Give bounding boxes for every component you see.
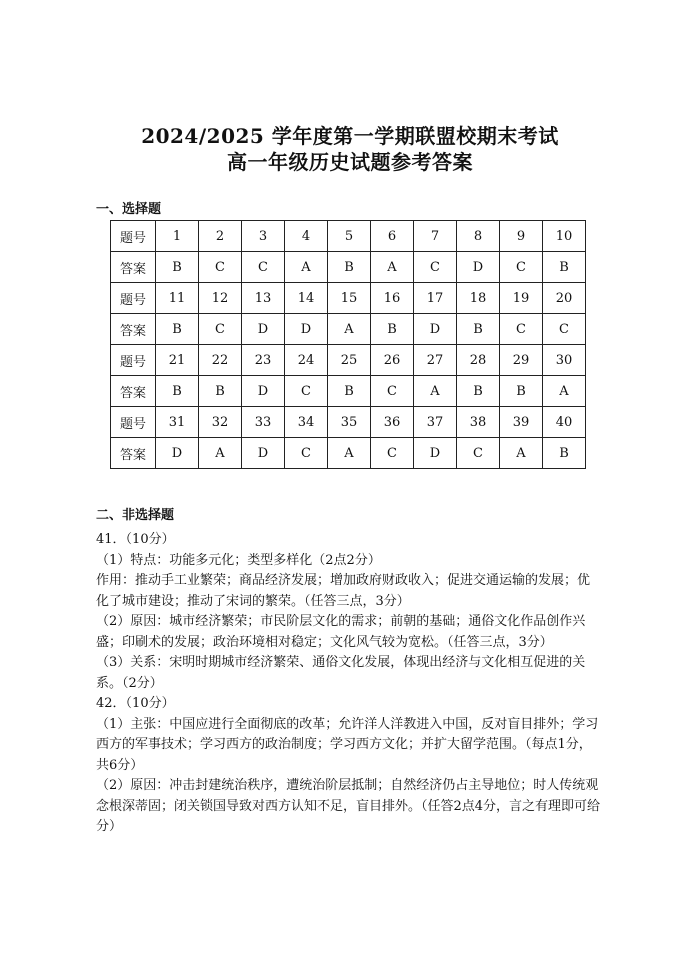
table-cell: C <box>457 438 500 469</box>
table-cell: C <box>371 376 414 407</box>
row-header-cell: 答案 <box>111 438 156 469</box>
table-cell: B <box>457 376 500 407</box>
page-subtitle: 高一年级历史试题参考答案 <box>227 150 473 174</box>
table-cell: C <box>199 314 242 345</box>
row-header-cell: 题号 <box>111 221 156 252</box>
table-cell: 13 <box>242 283 285 314</box>
table-cell: C <box>414 252 457 283</box>
answer-table <box>110 220 586 469</box>
table-row <box>111 283 586 314</box>
table-cell: C <box>285 438 328 469</box>
table-cell: 20 <box>543 283 586 314</box>
table-cell: 18 <box>457 283 500 314</box>
table-cell: 14 <box>285 283 328 314</box>
table-cell: 19 <box>500 283 543 314</box>
table-cell: 31 <box>156 407 199 438</box>
table-cell: 33 <box>242 407 285 438</box>
table-cell: D <box>414 314 457 345</box>
table-cell: 5 <box>328 221 371 252</box>
table-cell: 23 <box>242 345 285 376</box>
table-cell: 30 <box>543 345 586 376</box>
table-row <box>111 438 586 469</box>
table-row <box>111 252 586 283</box>
table-cell: 28 <box>457 345 500 376</box>
table-cell: B <box>199 376 242 407</box>
row-header-cell: 答案 <box>111 252 156 283</box>
table-cell: C <box>500 252 543 283</box>
section-heading-nonchoice: 二、非选择题 <box>96 508 175 523</box>
row-header-cell: 题号 <box>111 283 156 314</box>
answer-text-block <box>96 530 601 838</box>
table-cell: D <box>242 438 285 469</box>
table-cell: 24 <box>285 345 328 376</box>
row-header-cell: 题号 <box>111 345 156 376</box>
table-cell: D <box>285 314 328 345</box>
table-cell: C <box>199 252 242 283</box>
table-cell: 35 <box>328 407 371 438</box>
table-cell: 10 <box>543 221 586 252</box>
table-cell: A <box>500 438 543 469</box>
table-cell: 7 <box>414 221 457 252</box>
table-cell: 39 <box>500 407 543 438</box>
answer-paragraph: 41．（10分） <box>96 532 175 547</box>
table-row <box>111 221 586 252</box>
table-cell: B <box>457 314 500 345</box>
table-cell: B <box>371 314 414 345</box>
table-cell: 34 <box>285 407 328 438</box>
table-cell: A <box>371 252 414 283</box>
answer-paragraph: （3）关系：宋明时期城市经济繁荣、通俗文化发展，体现出经济与文化相互促进的关系。（2分） <box>96 655 586 691</box>
table-cell: 37 <box>414 407 457 438</box>
table-cell: 11 <box>156 283 199 314</box>
table-row <box>111 376 586 407</box>
table-cell: B <box>543 438 586 469</box>
table-cell: B <box>328 252 371 283</box>
table-cell: 4 <box>285 221 328 252</box>
table-cell: 12 <box>199 283 242 314</box>
table-cell: 1 <box>156 221 199 252</box>
table-cell: 16 <box>371 283 414 314</box>
table-cell: 8 <box>457 221 500 252</box>
row-header-cell: 题号 <box>111 407 156 438</box>
table-cell: 21 <box>156 345 199 376</box>
table-cell: 3 <box>242 221 285 252</box>
table-cell: C <box>500 314 543 345</box>
table-cell: D <box>242 314 285 345</box>
table-cell: 17 <box>414 283 457 314</box>
table-cell: C <box>242 252 285 283</box>
table-cell: A <box>543 376 586 407</box>
table-cell: 26 <box>371 345 414 376</box>
table-cell: C <box>543 314 586 345</box>
page-title: 2024/2025 学年度第一学期联盟校期末考试 <box>141 124 559 148</box>
table-cell: B <box>328 376 371 407</box>
table-cell: 36 <box>371 407 414 438</box>
table-cell: D <box>457 252 500 283</box>
table-cell: 25 <box>328 345 371 376</box>
table-cell: B <box>156 376 199 407</box>
table-row <box>111 345 586 376</box>
table-cell: A <box>328 314 371 345</box>
table-cell: B <box>156 252 199 283</box>
table-cell: D <box>156 438 199 469</box>
row-header-cell: 答案 <box>111 314 156 345</box>
table-cell: B <box>500 376 543 407</box>
table-row <box>111 314 586 345</box>
table-cell: 38 <box>457 407 500 438</box>
answer-paragraph: （2）原因：冲击封建统治秩序，遭统治阶层抵制；自然经济仍占主导地位；时人传统观念根深蒂固；闭关锁国导致对西方认知不足，盲目排外。（任答2点4分，言之有理即可给分） <box>96 778 601 834</box>
table-cell: 40 <box>543 407 586 438</box>
table-cell: D <box>414 438 457 469</box>
table-cell: A <box>328 438 371 469</box>
row-header-cell: 答案 <box>111 376 156 407</box>
table-cell: A <box>414 376 457 407</box>
table-cell: 29 <box>500 345 543 376</box>
answer-paragraph: 作用：推动手工业繁荣；商品经济发展；增加政府财政收入；促进交通运输的发展；优化了城市建设；推动了宋词的繁荣。（任答三点，3分） <box>96 573 591 609</box>
table-cell: 2 <box>199 221 242 252</box>
table-cell: B <box>156 314 199 345</box>
table-cell: A <box>199 438 242 469</box>
table-cell: 27 <box>414 345 457 376</box>
table-cell: C <box>285 376 328 407</box>
answer-paragraph: （1）特点：功能多元化；类型多样化（2点2分） <box>96 552 381 568</box>
section-heading-choice: 一、选择题 <box>96 202 162 217</box>
table-cell: A <box>285 252 328 283</box>
table-cell: C <box>371 438 414 469</box>
table-row <box>111 407 586 438</box>
table-cell: 9 <box>500 221 543 252</box>
table-cell: D <box>242 376 285 407</box>
table-cell: 32 <box>199 407 242 438</box>
table-cell: 15 <box>328 283 371 314</box>
answer-paragraph: （2）原因：城市经济繁荣；市民阶层文化的需求；前朝的基础；通俗文化作品创作兴盛；印刷术的发展；政治环境相对稳定；文化风气较为宽松。（任答三点，3分） <box>96 614 586 650</box>
table-cell: B <box>543 252 586 283</box>
answer-paragraph: （1）主张：中国应进行全面彻底的改革；允许洋人洋教进入中国，反对盲目排外；学习西方的军事技术；学习西方的政治制度；学习西方文化；并扩大留学范围。（每点1分，共6分） <box>96 716 599 773</box>
answer-paragraph: 42．（10分） <box>96 696 175 711</box>
table-cell: 22 <box>199 345 242 376</box>
table-cell: 6 <box>371 221 414 252</box>
